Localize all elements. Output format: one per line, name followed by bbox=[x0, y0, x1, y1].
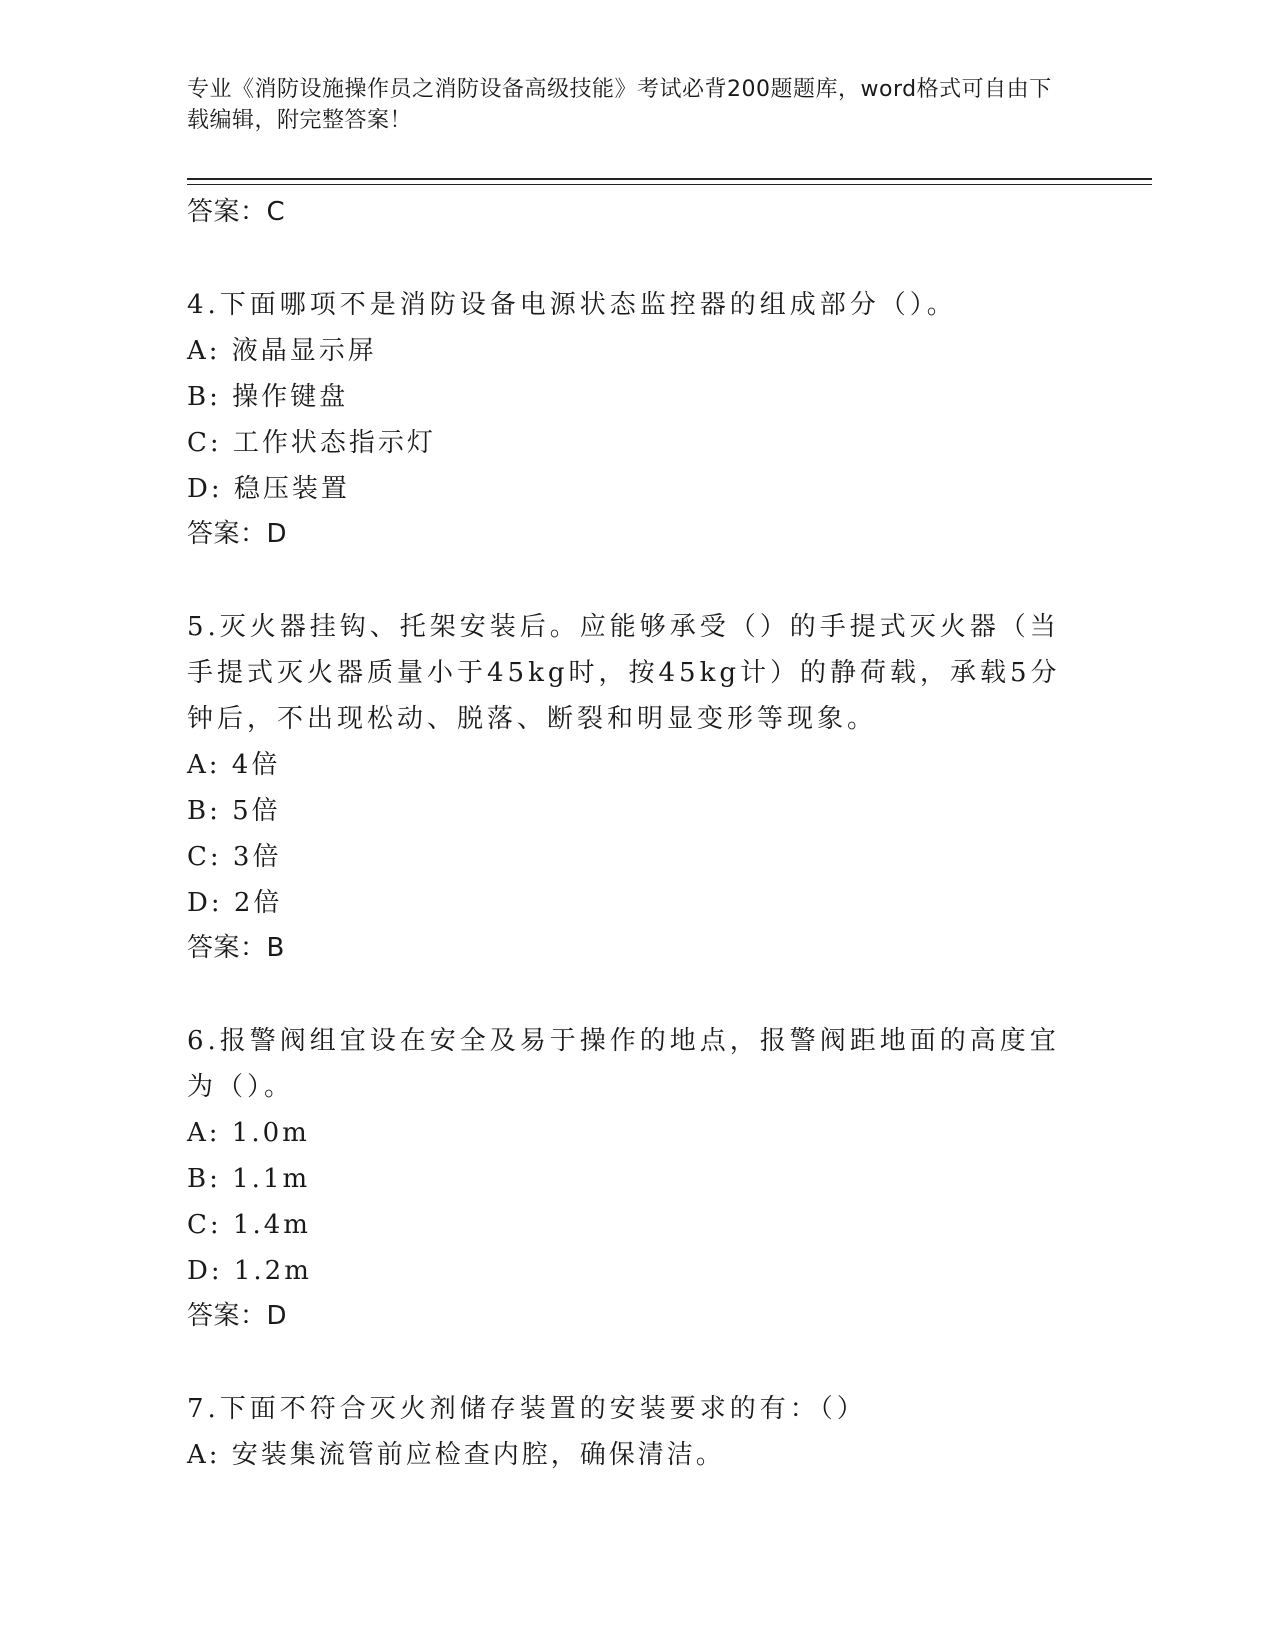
question-block bbox=[187, 1386, 1067, 1478]
option-d: D: 1.2m bbox=[187, 1256, 312, 1286]
option-d: D: 2倍 bbox=[187, 888, 283, 918]
option-a: A: 液晶显示屏 bbox=[187, 336, 377, 366]
question-text: 7.下面不符合灭火剂储存装置的安装要求的有：（） bbox=[187, 1394, 867, 1424]
option-a: A: 4倍 bbox=[187, 750, 281, 780]
question-text: 4.下面哪项不是消防设备电源状态监控器的组成部分（）。 bbox=[187, 290, 957, 320]
option-c: C: 3倍 bbox=[187, 842, 282, 872]
header-rule-thick bbox=[187, 178, 1152, 180]
option-a: A: 安装集流管前应检查内腔，确保清洁。 bbox=[187, 1440, 725, 1470]
page-header: 专业《消防设施操作员之消防设备高级技能》考试必背200题题库，word格式可自由下载编辑，附完整答案！ bbox=[187, 77, 1052, 133]
option-b: B: 5倍 bbox=[187, 796, 281, 826]
option-a: A: 1.0m bbox=[187, 1118, 310, 1148]
option-b: B: 1.1m bbox=[187, 1164, 311, 1194]
option-b: B: 操作键盘 bbox=[187, 382, 349, 412]
question-text: 6.报警阀组宜设在安全及易于操作的地点，报警阀距地面的高度宜为（）。 bbox=[187, 1026, 1060, 1102]
option-d: D: 稳压装置 bbox=[187, 474, 350, 504]
header-rule-thin bbox=[187, 184, 1152, 185]
question-text: 5.灭火器挂钩、托架安装后。应能够承受（）的手提式灭火器（当手提式灭火器质量小于45kg时，按45kg计）的静荷载，承载5分钟后，不出现松动、脱落、断裂和明显变形等现象。 bbox=[187, 612, 1061, 734]
answer-line: 答案：C bbox=[187, 197, 286, 227]
option-c: C: 工作状态指示灯 bbox=[187, 428, 436, 458]
question-list bbox=[187, 190, 1067, 1478]
question-block bbox=[187, 282, 1067, 556]
answer-line: 答案：D bbox=[187, 519, 288, 549]
answer-line: 答案：D bbox=[187, 1301, 288, 1331]
answer-line: 答案：B bbox=[187, 933, 285, 963]
question-block bbox=[187, 1018, 1067, 1338]
question-block bbox=[187, 604, 1067, 970]
option-c: C: 1.4m bbox=[187, 1210, 311, 1240]
